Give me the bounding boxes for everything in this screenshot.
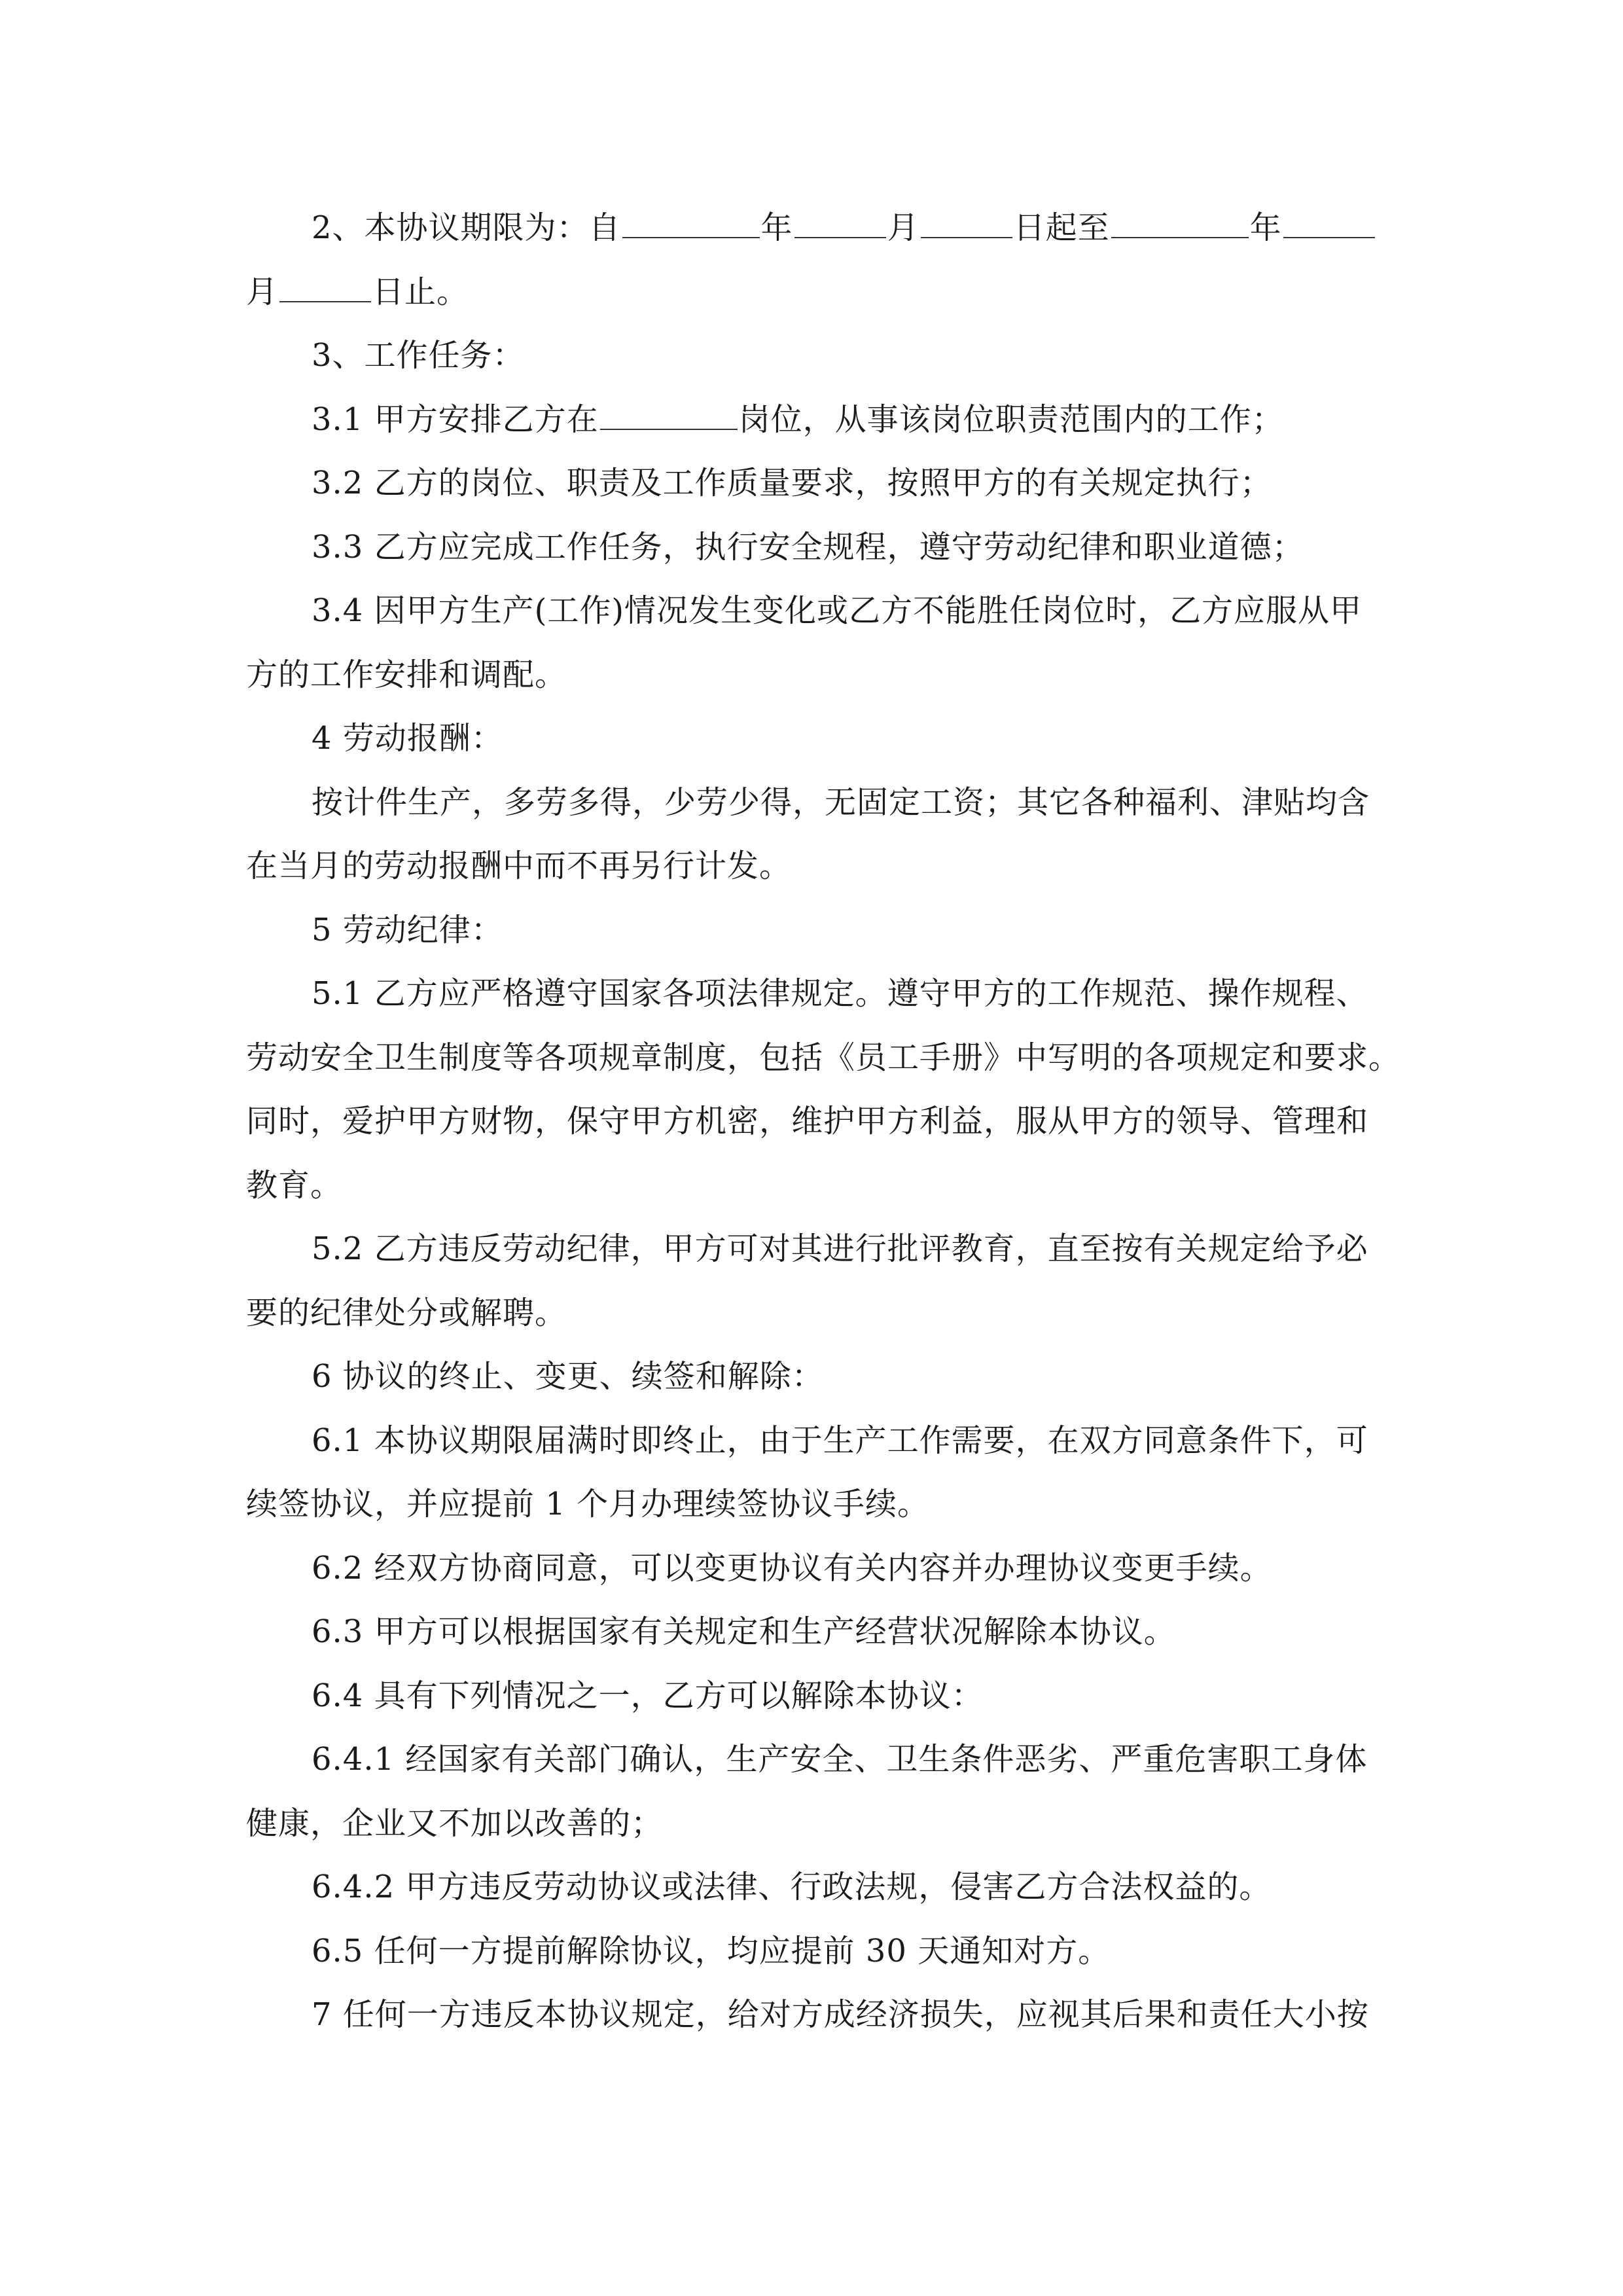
clause-6-4: 6.4 具有下列情况之一，乙方可以解除本协议： — [312, 1677, 984, 1714]
clause-3-1 — [246, 396, 1378, 460]
clause-2-term-line2 — [246, 268, 1378, 332]
month-label: 月 — [887, 209, 919, 246]
year-label: 年 — [1249, 209, 1282, 246]
clause-2-intro: 2、本协议期限为：自 — [312, 209, 621, 246]
clause-4-heading: 4 劳动报酬： — [312, 720, 503, 757]
start-month-blank — [794, 207, 886, 238]
clause-3-3: 3.3 乙方应完成工作任务，执行安全规程，遵守劳动纪律和职业道德； — [312, 528, 1304, 565]
start-day-blank — [921, 207, 1012, 238]
clause-5-heading: 5 劳动纪律： — [312, 911, 503, 948]
clause-3-1-before: 3.1 甲方安排乙方在 — [312, 401, 599, 438]
clause-6-4-2: 6.4.2 甲方违反劳动协议或法律、行政法规，侵害乙方合法权益的。 — [312, 1869, 1272, 1905]
clause-6-heading: 6 协议的终止、变更、续签和解除： — [312, 1358, 824, 1395]
end-month-blank — [1283, 207, 1375, 238]
clause-7-line1: 7 任何一方违反本协议规定，给对方成经济损失，应视其后果和责任大小按 — [312, 1996, 1369, 2033]
clause-6-5: 6.5 任何一方提前解除协议，均应提前 30 天通知对方。 — [312, 1932, 1111, 1969]
clause-6-4-1-line1: 6.4.1 经国家有关部门确认，生产安全、卫生条件恶劣、严重危害职工身体 — [312, 1741, 1368, 1778]
start-year-blank — [622, 207, 760, 238]
clause-5-1-line1: 5.1 乙方应严格遵守国家各项法律规定。遵守甲方的工作规范、操作规程、 — [312, 975, 1368, 1012]
clause-5-1-line3: 同时，爱护甲方财物，保守甲方机密，维护甲方利益，服从甲方的领导、管理和 — [246, 1103, 1369, 1139]
clause-2-term-line1 — [246, 204, 1378, 268]
clause-3-heading: 3、工作任务： — [312, 337, 525, 374]
clause-6-4-1-line2: 健康，企业又不加以改善的； — [246, 1804, 664, 1842]
document-page — [246, 204, 1401, 2055]
clause-6-1-line1: 6.1 本协议期限届满时即终止，由于生产工作需要，在双方同意条件下，可 — [312, 1422, 1368, 1459]
clause-5-2-line2: 要的纪律处分或解聘。 — [246, 1294, 567, 1331]
clause-3-4-line2: 方的工作安排和调配。 — [246, 656, 567, 693]
day-to-label: 日起至 — [1013, 209, 1110, 246]
month-label: 月 — [246, 273, 279, 310]
clause-3-4-line1: 3.4 因甲方生产(工作)情况发生变化或乙方不能胜任岗位时，乙方应服从甲 — [312, 592, 1363, 629]
year-label: 年 — [760, 209, 793, 246]
clause-4-body-line2: 在当月的劳动报酬中而不再另行计发。 — [246, 848, 792, 884]
position-blank — [600, 399, 738, 430]
clause-3-2: 3.2 乙方的岗位、职责及工作质量要求，按照甲方的有关规定执行； — [312, 465, 1272, 501]
clause-4-body-line1: 按计件生产，多劳多得，少劳少得，无固定工资；其它各种福利、津贴均含 — [312, 783, 1370, 821]
clause-6-2: 6.2 经双方协商同意，可以变更协议有关内容并办理协议变更手续。 — [312, 1549, 1272, 1587]
clause-5-1-line4: 教育。 — [246, 1166, 343, 1204]
clause-3-1-after: 岗位，从事该岗位职责范围内的工作； — [738, 401, 1284, 438]
end-year-blank — [1111, 207, 1249, 238]
clause-5-2-line1: 5.2 乙方违反劳动纪律，甲方可对其进行批评教育，直至按有关规定给予必 — [312, 1230, 1368, 1267]
clause-6-1-line2: 续签协议，并应提前 1 个月办理续签协议手续。 — [246, 1486, 930, 1522]
end-day-blank — [279, 271, 371, 302]
clause-6-3: 6.3 甲方可以根据国家有关规定和生产经营状况解除本协议。 — [312, 1613, 1176, 1650]
day-end-label: 日止。 — [372, 273, 469, 310]
clause-5-1-line2: 劳动安全卫生制度等各项规章制度，包括《员工手册》中写明的各项规定和要求。 — [246, 1039, 1401, 1076]
